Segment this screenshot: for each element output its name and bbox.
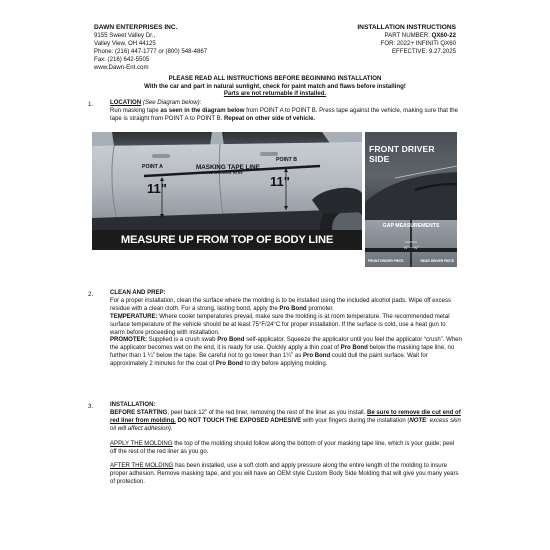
place-molding-label: PLACE MOLDING HERE — [201, 171, 243, 175]
section-3 — [110, 402, 462, 487]
s2-p3-e: Pro Bond — [340, 345, 368, 352]
website: www.Dawn-Ent.com — [94, 64, 149, 72]
s3-p1-d: DO NOT TOUCH THE EXPOSED ADHESIVE — [175, 417, 302, 424]
section-3-title: INSTALLATION: — [110, 402, 156, 408]
s2-p3-b: Supplied is a crush swab — [146, 337, 218, 344]
s1-text-3: from POINT A to POINT B. Press tape against the vehicle, making sure that the tape is straight from POINT A to POINT B. — [110, 107, 458, 122]
masking-tape-label: MASKING TAPE LINE — [196, 164, 260, 171]
front-driver-side-photo — [365, 132, 457, 267]
s2-p3-d: self-applicator. Squeeze the applicator until you feel the applicator “crush”. When the applicator becomes wet on the end, it is ready for use. Quickly apply a thin coat of — [110, 337, 462, 352]
s3-p1-b: , peel back 12” of the red liner, removing the rest of the liner as you install. — [167, 409, 367, 416]
notice-line-3: Parts are not returnable if installed. — [223, 90, 327, 98]
s2-p3-i: Pro Bond — [215, 361, 244, 368]
section-1-title-note: (See Diagram below): — [142, 100, 202, 106]
section-1-body — [110, 108, 462, 124]
address-line-1: 9155 Sweet Valley Dr., — [94, 32, 156, 40]
section-3-para-1 — [110, 410, 462, 434]
part-number: QX60-22 — [431, 32, 456, 40]
company-info — [94, 24, 207, 73]
section-2-number: 2. — [88, 291, 94, 298]
vehicle-line: FOR: 2022+ INFINITI QX60 — [380, 40, 456, 48]
section-1-title — [110, 100, 462, 108]
notice-line-1: PLEASE READ ALL INSTRUCTIONS BEFORE BEGINNING INSTALLATION — [168, 75, 382, 82]
s3-p1-e: with your fingers during the installation ( — [301, 417, 410, 424]
install-info — [357, 24, 456, 56]
address-line-2: Valley View, OH 44125 — [94, 40, 156, 48]
front-driver-side-title: FRONT DRIVER SIDE — [369, 144, 435, 164]
s2-p3-j: to dry before applying molding. — [243, 361, 328, 368]
s1-text-4: Repeat on other side of vehicle. — [224, 115, 316, 122]
s2-p2-b: Where cooler temperatures prevail, make sure the molding is at room temperature. The recommended metal surface temperature of the vehicle should be at least 75°F/24°C for proper installation. If the surface is cold, use a heat gun to warm before proceeding with installation. — [110, 313, 450, 336]
s1-text-2: as seen in the diagram below — [160, 107, 245, 114]
gap-measurements-title: GAP MEASUREMENTS — [382, 223, 440, 229]
s2-p3-a: PROMOTER: — [110, 337, 147, 344]
section-2-para-3 — [110, 337, 462, 369]
section-2-para-1 — [110, 298, 462, 314]
s3-p1-g: : excess skin oil will affect adhesion). — [110, 417, 461, 432]
s2-p1-c: promoter. — [306, 305, 334, 312]
s2-p3-g: Pro Bond — [302, 353, 331, 360]
doc-title: INSTALLATION INSTRUCTIONS — [357, 24, 456, 31]
s3-p1-f: NOTE — [409, 417, 427, 424]
s2-p3-c: Pro Bond — [217, 337, 245, 344]
notice-line-2: With the car and part in natural sunlight, check for paint match and flaws before installing! — [144, 82, 406, 90]
measure-caption: MEASURE UP FROM TOP OF BODY LINE — [120, 234, 334, 246]
s3-p3-b: has been installed, use a soft cloth and apply pressure along the entire length of the molding to insure proper adhesion. Remove masking tape, and you will have an OEM style Custom Body Side Molding that will give you many years of protection. — [110, 463, 459, 486]
front-driver-piece-label: FRONT DRIVER PIECE — [368, 259, 404, 263]
s1-text-1: Run masking tape — [110, 107, 161, 114]
section-3-para-2 — [110, 441, 462, 457]
point-a-label: POINT A — [142, 164, 163, 170]
fax: Fax: (216) 642-5505 — [94, 56, 150, 64]
s3-p1-a: BEFORE STARTING — [110, 409, 168, 416]
rear-driver-piece-label: REAR DRIVER PIECE — [420, 259, 454, 263]
measurement-b: 11" — [270, 174, 290, 189]
s2-p3-f: below the masking tape line, no further than 1 ¼” below the tape. Be careful not to go lower than 1¼” as — [110, 345, 455, 360]
section-2-title: CLEAN AND PREP: — [110, 290, 166, 296]
phone: Phone: (216) 447-1777 or (800) 548-4867 — [94, 48, 208, 56]
s2-p2-a: TEMPERATURE: — [110, 313, 158, 320]
section-2 — [110, 290, 462, 369]
s3-p2-b: the top of the molding should follow along the bottom of your masking tape line, which is your guide; peel off the rest of the red liner as you go. — [110, 440, 455, 455]
section-2-para-2 — [110, 314, 462, 338]
s3-p2-a: APPLY THE MOLDING — [110, 440, 173, 447]
measurement-a: 11" — [147, 181, 167, 196]
notice-block — [94, 75, 456, 98]
s2-p1-b: Pro Bond — [279, 305, 307, 312]
s3-p3-a: AFTER THE MOLDING — [110, 463, 174, 470]
part-label: PART NUMBER: — [384, 32, 430, 40]
s2-p1-a: For a proper installation, clean the surface where the molding is to be installed using the included alcohol pads. Wipe off excess residue with a clean cloth. For a strong, lasting bond, apply the — [110, 297, 452, 312]
gap-value: ⅛" – ¼" — [403, 245, 419, 250]
effective-date: EFFECTIVE: 9.27.2025 — [391, 48, 456, 56]
s3-p1-c: Be sure to remove die cut end of red liner from molding. — [110, 409, 461, 424]
section-1-title-text: LOCATION — [110, 100, 142, 106]
section-1 — [110, 100, 462, 124]
company-name: DAWN ENTERPRISES INC. — [94, 24, 178, 31]
section-1-number: 1. — [88, 101, 94, 108]
s2-p3-h: could dull the paint surface. Wait for approximately 2 minutes for the coat of — [110, 353, 428, 368]
point-b-label: POINT B — [276, 157, 298, 163]
part-number-line — [357, 32, 456, 40]
section-3-para-3 — [110, 463, 462, 487]
section-3-number: 3. — [88, 403, 94, 410]
